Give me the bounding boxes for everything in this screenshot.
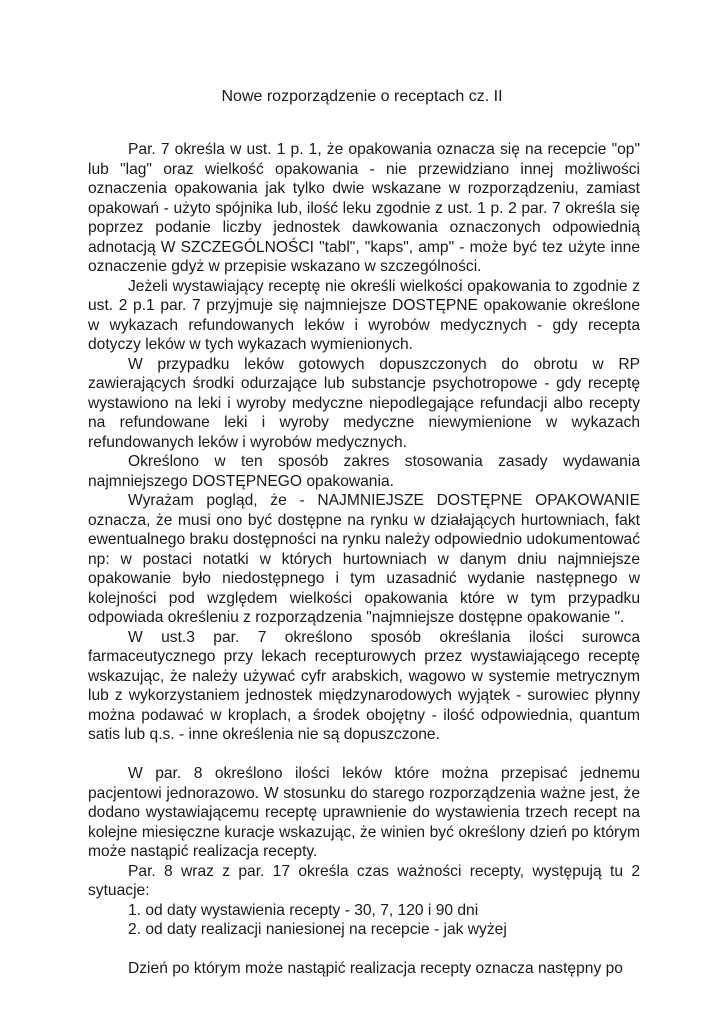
list-item: 1. od daty wystawienia recepty - 30, 7, 120 i 90 dni	[128, 901, 479, 919]
paragraph: Par. 8 wraz z par. 17 określa czas ważności recepty, występują tu 2 sytuacje:	[88, 862, 640, 899]
document-body	[88, 140, 640, 979]
document-title: Nowe rozporządzenie o receptach cz. II	[221, 88, 503, 105]
list-item: 2. od daty realizacji naniesionej na recepcie - jak wyżej	[128, 921, 507, 938]
paragraph: Określono w ten sposób zakres stosowania zasady wydawania najmniejszego DOSTĘPNEGO opakowania.	[88, 453, 640, 490]
paragraph-gap	[88, 940, 640, 960]
paragraph: Par. 7 określa w ust. 1 p. 1, że opakowania oznacza się na recepcie "op" lub "lag" oraz wielkość opakowania - nie przewidziano innej możliwości oznaczenia opakowania jak tylko dwie wskazane w rozporządzeniu, zamiast opakowań - użyto spójnika lub, ilość leku zgodnie z ust. 1 p. 2 par. 7 określa się poprzez podanie liczby jednostek dawkowania oznaczonych odpowiednią adnotacją W SZCZEGÓLNOŚCI "tabl", "kaps", amp" - może być tez użyte inne oznaczenie gdyż w przepisie wskazano w szczególności.	[88, 141, 640, 275]
paragraph: Wyrażam pogląd, że - NAJMNIEJSZE DOSTĘPNE OPAKOWANIE oznacza, że musi ono być dostępne na rynku w działających hurtowniach, fakt ewentualnego braku dostępności na rynku należy odpowiednio udokumentować np: w postaci notatki w których hurtowniach w danym dniu najmniejsze opakowanie było niedostępnego i tym uzasadnić wydanie następnego w kolejności pod względem wielkości opakowania które w tym przypadku odpowiada określeniu z rozporządzenia "najmniejsze dostępne opakowanie ".	[88, 492, 640, 626]
paragraph: Jeżeli wystawiający receptę nie określi wielkości opakowania to zgodnie z ust. 2 p.1 par. 7 przyjmuje się najmniejsze DOSTĘPNE opakowanie określone w wykazach refundowanych leków i wyrobów medycznych - gdy recepta dotyczy leków w tych wykazach wymienionych.	[88, 277, 640, 353]
paragraph-gap	[88, 745, 640, 765]
paragraph: W par. 8 określono ilości leków które można przepisać jednemu pacjentowi jednorazowo. W stosunku do starego rozporządzenia ważne jest, że dodano wystawiającemu receptę uprawnienie do wystawienia trzech recept na kolejne miesięczne kuracje wskazując, że winien być określony dzień po którym może nastąpić realizacja recepty.	[88, 765, 640, 860]
paragraph: W ust.3 par. 7 określono sposób określania ilości surowca farmaceutycznego przy lekach recepturowych przez wystawiającego receptę wskazując, że należy używać cyfr arabskich, wagowo w systemie metrycznym lub z wykorzystaniem jednostek międzynarodowych wyjątek - surowiec płynny można podawać w kroplach, a środek obojętny - ilość odpowiednia, quantum satis lub q.s. - inne określenia nie są dopuszczone.	[88, 628, 640, 743]
paragraph: W przypadku leków gotowych dopuszczonych do obrotu w RP zawierających środki odurzające lub substancje psychotropowe - gdy receptę wystawiono na leki i wyroby medyczne niepodlegające refundacji albo recepty na refundowane leki i wyroby medyczne niewymienione w wykazach refundowanych leków i wyrobów medycznych.	[88, 355, 640, 451]
paragraph: Dzień po którym może nastąpić realizacja recepty oznacza następny po	[128, 960, 623, 977]
